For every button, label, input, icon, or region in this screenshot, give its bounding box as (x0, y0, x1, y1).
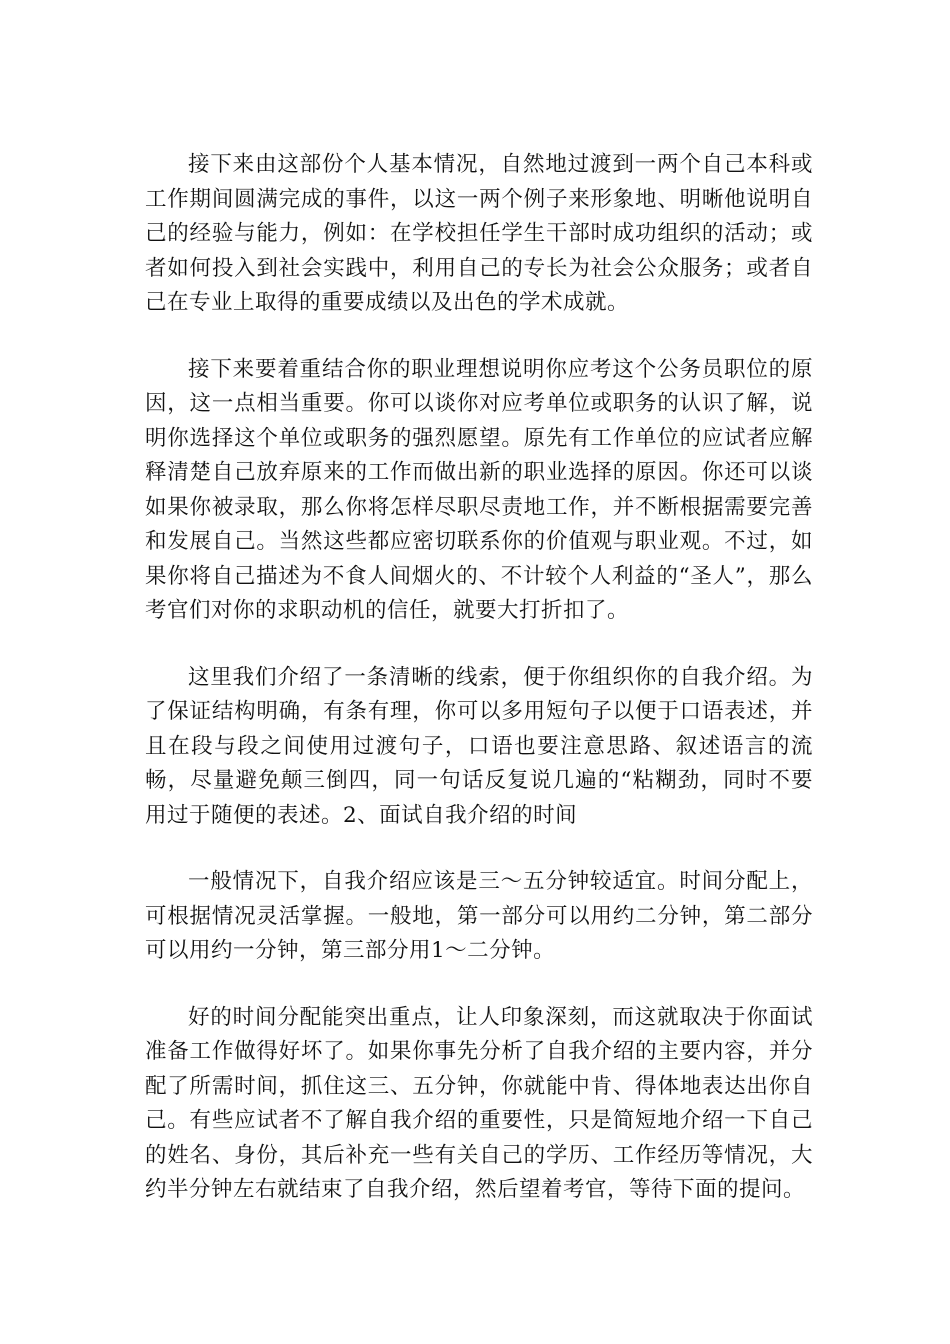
paragraph-2: 接下来要着重结合你的职业理想说明你应考这个公务员职位的原因，这一点相当重要。你可以谈你对应考单位或职务的认识了解，说明你选择这个单位或职务的强烈愿望。原先有工作单位的应试者应解释清楚自己放弃原来的工作而做出新的职业选择的原因。你还可以谈如果你被录取，那么你将怎样尽职尽责地工作，并不断根据需要完善和发展自己。当然这些都应密切联系你的价值观与职业观。不过，如果你将自己描述为不食人间烟火的、不计较个人利益的“圣人”，那么考官们对你的求职动机的信任，就要大打折扣了。 (145, 356, 813, 623)
paragraph-5: 好的时间分配能突出重点，让人印象深刻，而这就取决于你面试准备工作做得好坏了。如果你事先分析了自我介绍的主要内容，并分配了所需时间，抓住这三、五分钟，你就能中肯、得体地表达出你自己。有些应试者不了解自我介绍的重要性，只是简短地介绍一下自己的姓名、身份，其后补充一些有关自己的学历、工作经历等情况，大约半分钟左右就结束了自我介绍，然后望着考官，等待下面的提问。 (145, 1004, 813, 1202)
paragraph-3: 这里我们介绍了一条清晰的线索，便于你组织你的自我介绍。为了保证结构明确，有条有理，你可以多用短句子以便于口语表述，并且在段与段之间使用过渡句子，口语也要注意思路、叙述语言的流畅，尽量避免颠三倒四，同一句话反复说几遍的“粘糊劲，同时不要用过于随便的表述。2、面试自我介绍的时间 (145, 664, 813, 828)
document-body (145, 148, 813, 1240)
paragraph-4: 一般情况下，自我介绍应该是三～五分钟较适宜。时间分配上，可根据情况灵活掌握。一般地，第一部分可以用约二分钟，第二部分可以用约一分钟，第三部分用1～二分钟。 (145, 869, 813, 963)
paragraph-1: 接下来由这部份个人基本情况，自然地过渡到一两个自己本科或工作期间圆满完成的事件，以这一两个例子来形象地、明晰他说明自己的经验与能力，例如：在学校担任学生干部时成功组织的活动；或者如何投入到社会实践中，利用自己的专长为社会公众服务；或者自己在专业上取得的重要成绩以及出色的学术成就。 (145, 152, 813, 315)
